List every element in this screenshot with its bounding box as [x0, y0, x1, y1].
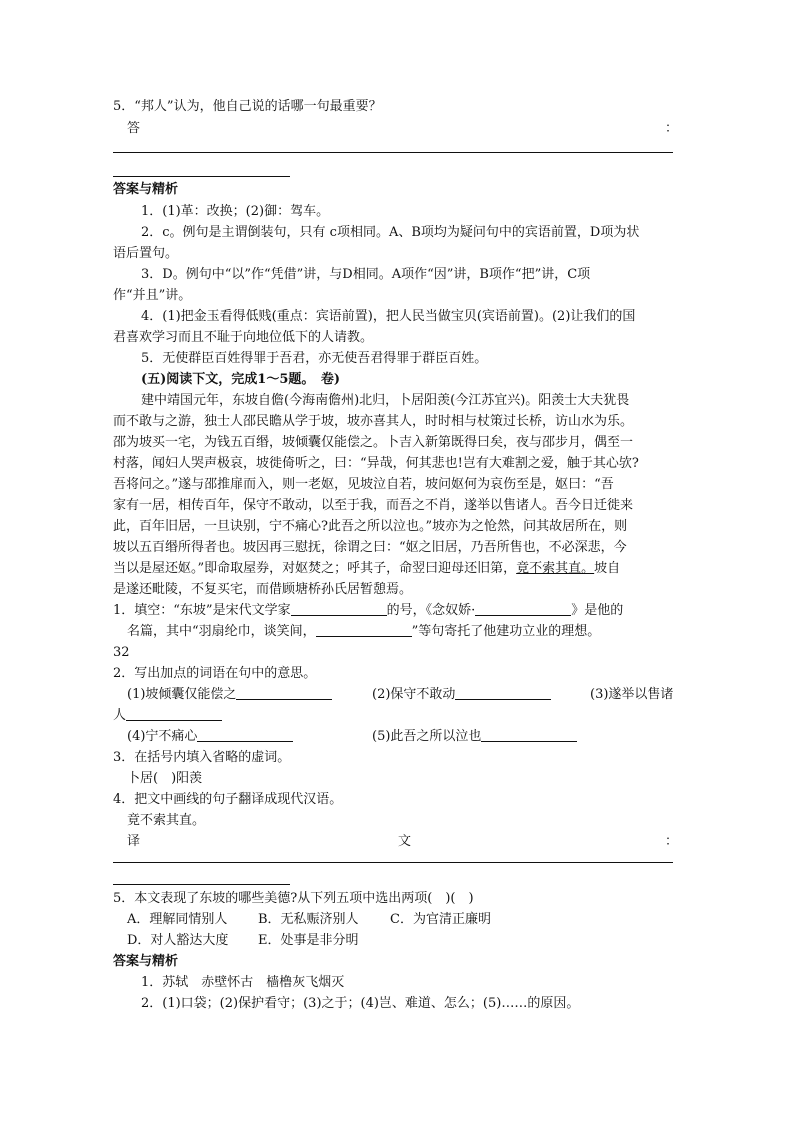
q1-text: 名篇，其中“羽扇纶巾，谈笑间， — [127, 624, 316, 639]
passage-line: 村落，闻妇人哭声极哀，坡徙倚听之，曰：“异哉，何其悲也!岂有大难割之爱，触于其心欤? — [113, 456, 639, 471]
passage-text: 当以是屋还妪。”即命取屋券，对妪焚之；呼其子，命翌曰迎母还旧第， — [113, 561, 517, 576]
q2-item — [127, 685, 332, 705]
passage-line: 吾将问之。”遂与邵推扉而入，则一老妪，见坡泣自若，坡问妪何为哀伤至是，妪曰：“吾 — [113, 477, 614, 492]
translation-line — [113, 862, 673, 863]
section-heading: 答案与精析 — [113, 182, 179, 197]
question-5: 5．“邦人”认为，他自己说的话哪一句最重要？ — [113, 99, 382, 114]
q2-item-label: (1)坡倾囊仅能偿之 — [127, 687, 237, 702]
fill-blank[interactable] — [291, 601, 387, 616]
passage-title: (五)阅读下文，完成1～5题。 卷) — [141, 372, 341, 387]
answer-label: 答 — [127, 121, 141, 136]
option-e: E．处事是非分明 — [258, 933, 359, 948]
q2-item — [127, 727, 293, 747]
q2-item: (3)遂举以售诸 — [590, 687, 674, 702]
passage-line: 是遂还毗陵，不复买宅，而借顾塘桥孙氏居暂憩焉。 — [113, 582, 413, 597]
underlined-sentence: 竟不索其直。 — [516, 561, 595, 576]
q1-text: 1．填空：“东坡”是宋代文学家 — [113, 603, 291, 618]
answer-item-cont: 君喜欢学习而且不耻于向地位低下的人请教。 — [113, 330, 374, 345]
question-2: 2．写出加点的词语在句中的意思。 — [113, 666, 317, 681]
q1-text: ”等句寄托了他建功立业的理想。 — [411, 624, 601, 639]
q2-item-label: (4)宁不痛心 — [127, 729, 198, 744]
translation-colon: ： — [665, 834, 679, 849]
fill-blank[interactable] — [455, 685, 551, 700]
answer-item: 1．苏轼 赤壁怀古 樯橹灰飞烟灭 — [141, 975, 345, 990]
fill-blank[interactable] — [126, 706, 222, 721]
fill-blank[interactable] — [236, 685, 332, 700]
option-c: C．为官清正廉明 — [390, 912, 491, 927]
passage-line — [113, 559, 620, 579]
option-b: B．无私赈济别人 — [258, 912, 359, 927]
answer-line — [113, 152, 673, 153]
passage-line: 而不敢与之游，独士人邵民瞻从学于坡，坡亦喜其人，时时相与杖策过长桥，访山水为乐。 — [113, 414, 634, 429]
answer-item: 5．无使群臣百姓得罪于吾君，亦无使吾君得罪于群臣百姓。 — [141, 351, 488, 366]
question-4: 4．把文中画线的句子翻译成现代汉语。 — [113, 792, 343, 807]
q2-item-label: (5)此吾之所以泣也 — [372, 729, 482, 744]
answer-colon: ： — [665, 121, 679, 136]
translation-label: 文 — [398, 834, 412, 849]
q4-item: 竟不索其直。 — [127, 813, 206, 828]
q2-item-label: (2)保守不敢动 — [372, 687, 456, 702]
question-5b: 5．本文表现了东坡的哪些美德?从下列五项中选出两项( )( ) — [113, 891, 474, 906]
section-heading: 答案与精析 — [113, 954, 179, 969]
fill-blank[interactable] — [197, 727, 293, 742]
question-1-cont — [127, 622, 600, 642]
q2-item-cont — [113, 706, 222, 726]
passage-text: 坡自 — [594, 561, 621, 576]
q3-item: 卜居( )阳羡 — [127, 771, 203, 786]
passage-line: 建中靖国元年，东坡自儋(今海南儋州)北归，卜居阳羡(今江苏宜兴)。阳羡士大夫犹畏 — [141, 393, 630, 408]
passage-line: 邵为坡买一宅，为钱五百缗，坡倾囊仅能偿之。卜吉入新第既得曰矣，夜与邵步月，偶至一 — [113, 435, 634, 450]
page-number: 32 — [113, 645, 130, 660]
q1-text: 》是他的 — [571, 603, 624, 618]
answer-item: 4．(1)把金玉看得低贱(重点：宾语前置)，把人民当做宝贝(宾语前置)。(2)让我们的国 — [141, 309, 636, 324]
translation-label: 译 — [127, 834, 141, 849]
question-1 — [113, 601, 623, 621]
passage-line: 此，百年旧居，一旦诀别，宁不痛心?此吾之所以泣也。”坡亦为之怆然，问其故居所在，则 — [113, 519, 628, 534]
option-d: D．对人豁达大度 — [127, 933, 229, 948]
answer-item-cont: 作“并且”讲。 — [113, 288, 192, 303]
answer-item: 1．(1)革：改换；(2)御：驾车。 — [141, 204, 330, 219]
passage-line: 家有一居，相传百年，保守不敢动，以至于我，而吾之不肖，遂举以售诸人。吾今日迁徙来 — [113, 498, 634, 513]
option-a: A．理解同情别人 — [127, 912, 228, 927]
q1-text: 的号，《念奴娇· — [386, 603, 476, 618]
fill-blank[interactable] — [481, 727, 577, 742]
q2-item-label: 人 — [113, 708, 127, 723]
question-3: 3．在括号内填入省略的虚词。 — [113, 750, 291, 765]
fill-blank[interactable] — [475, 601, 571, 616]
answer-item: 2．(1)口袋；(2)保护看守；(3)之于；(4)岂、难道、怎么；(5)……的原因。 — [141, 996, 580, 1011]
answer-item: 2．c。例句是主谓倒装句，只有 c项相同。A、B项均为疑问句中的宾语前置，D项为状 — [141, 225, 640, 240]
fill-blank[interactable] — [316, 622, 412, 637]
answer-item: 3．D。例句中“以”作“凭借”讲，与D相同。A项作“因”讲，B项作“把”讲，C项 — [141, 267, 591, 282]
q2-item — [372, 685, 551, 705]
answer-line-short — [113, 176, 290, 177]
translation-line-short — [113, 884, 290, 885]
passage-line: 坡以五百缗所得者也。坡因再三慰抚，徐谓之曰：“妪之旧居，乃吾所售也，不必深悲，今 — [113, 540, 627, 555]
answer-item-cont: 语后置句。 — [113, 246, 179, 261]
q2-item — [372, 727, 577, 747]
